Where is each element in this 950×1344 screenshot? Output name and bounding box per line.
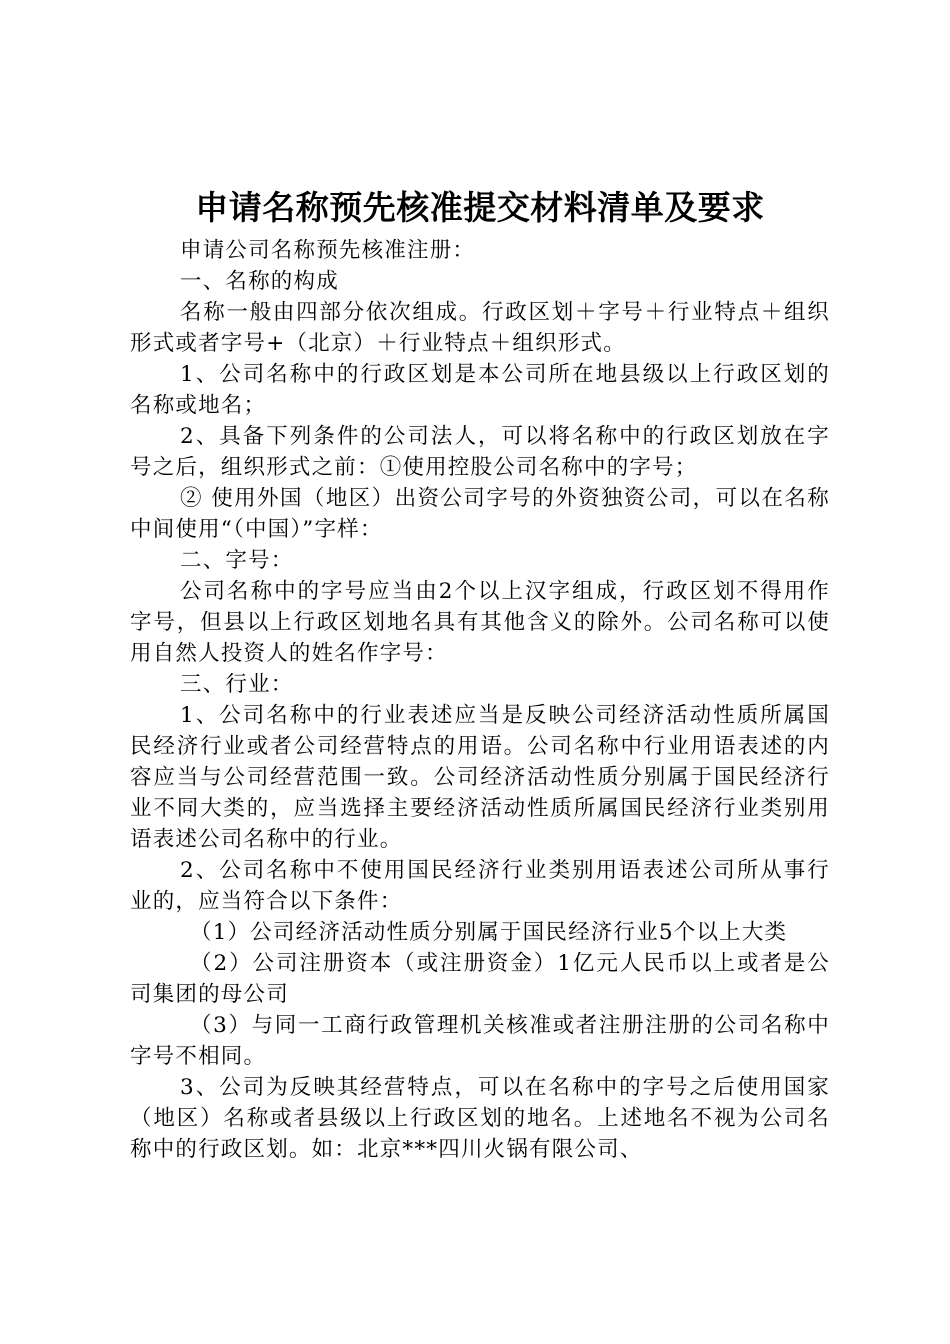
document-body xyxy=(130,235,830,1165)
paragraph: 2、具备下列条件的公司法人，可以将名称中的行政区划放在字号之后，组织形式之前：①使用控股公司名称中的字号； xyxy=(130,424,830,480)
paragraph: 1、公司名称中的行政区划是本公司所在地县级以上行政区划的名称或地名； xyxy=(130,362,830,418)
list-item: （3）与同一工商行政管理机关核准或者注册注册的公司名称中字号不相同。 xyxy=(130,1013,830,1069)
section-heading: 一、名称的构成 xyxy=(180,269,339,294)
section-heading: 二、字号： xyxy=(180,548,294,573)
paragraph: 名称一般由四部分依次组成。行政区划＋字号＋行业特点＋组织形式或者字号+（北京）＋行业特点＋组织形式。 xyxy=(130,300,830,356)
section-heading: 三、行业： xyxy=(180,672,294,697)
list-item: （1）公司经济活动性质分别属于国民经济行业5个以上大类 xyxy=(190,920,788,945)
paragraph: 3、公司为反映其经营特点，可以在名称中的字号之后使用国家（地区）名称或者县级以上行政区划的地名。上述地名不视为公司名称中的行政区划。如：北京***四川火锅有限公司、 xyxy=(130,1075,830,1162)
paragraph: 2、公司名称中不使用国民经济行业类别用语表述公司所从事行业的，应当符合以下条件： xyxy=(130,858,830,914)
paragraph: 1、公司名称中的行业表述应当是反映公司经济活动性质所属国民经济行业或者公司经营特点的用语。公司名称中行业用语表述的内容应当与公司经营范围一致。公司经济活动性质分别属于国民经济行业不同大类的，应当选择主要经济活动性质所属国民经济行业类别用语表述公司名称中的行业。 xyxy=(130,703,830,852)
paragraph: 申请公司名称预先核准注册： xyxy=(180,238,476,263)
document-title: 申请名称预先核准提交材料清单及要求 xyxy=(195,188,765,227)
paragraph: 公司名称中的字号应当由2个以上汉字组成，行政区划不得用作字号，但县以上行政区划地名具有其他含义的除外。公司名称可以使用自然人投资人的姓名作字号： xyxy=(130,579,830,666)
document-page xyxy=(130,183,830,1165)
paragraph: ② 使用外国（地区）出资公司字号的外资独资公司，可以在名称中间使用“（中国）”字样： xyxy=(130,486,830,542)
list-item: （2）公司注册资本（或注册资金）1亿元人民币以上或者是公司集团的母公司 xyxy=(130,951,830,1007)
